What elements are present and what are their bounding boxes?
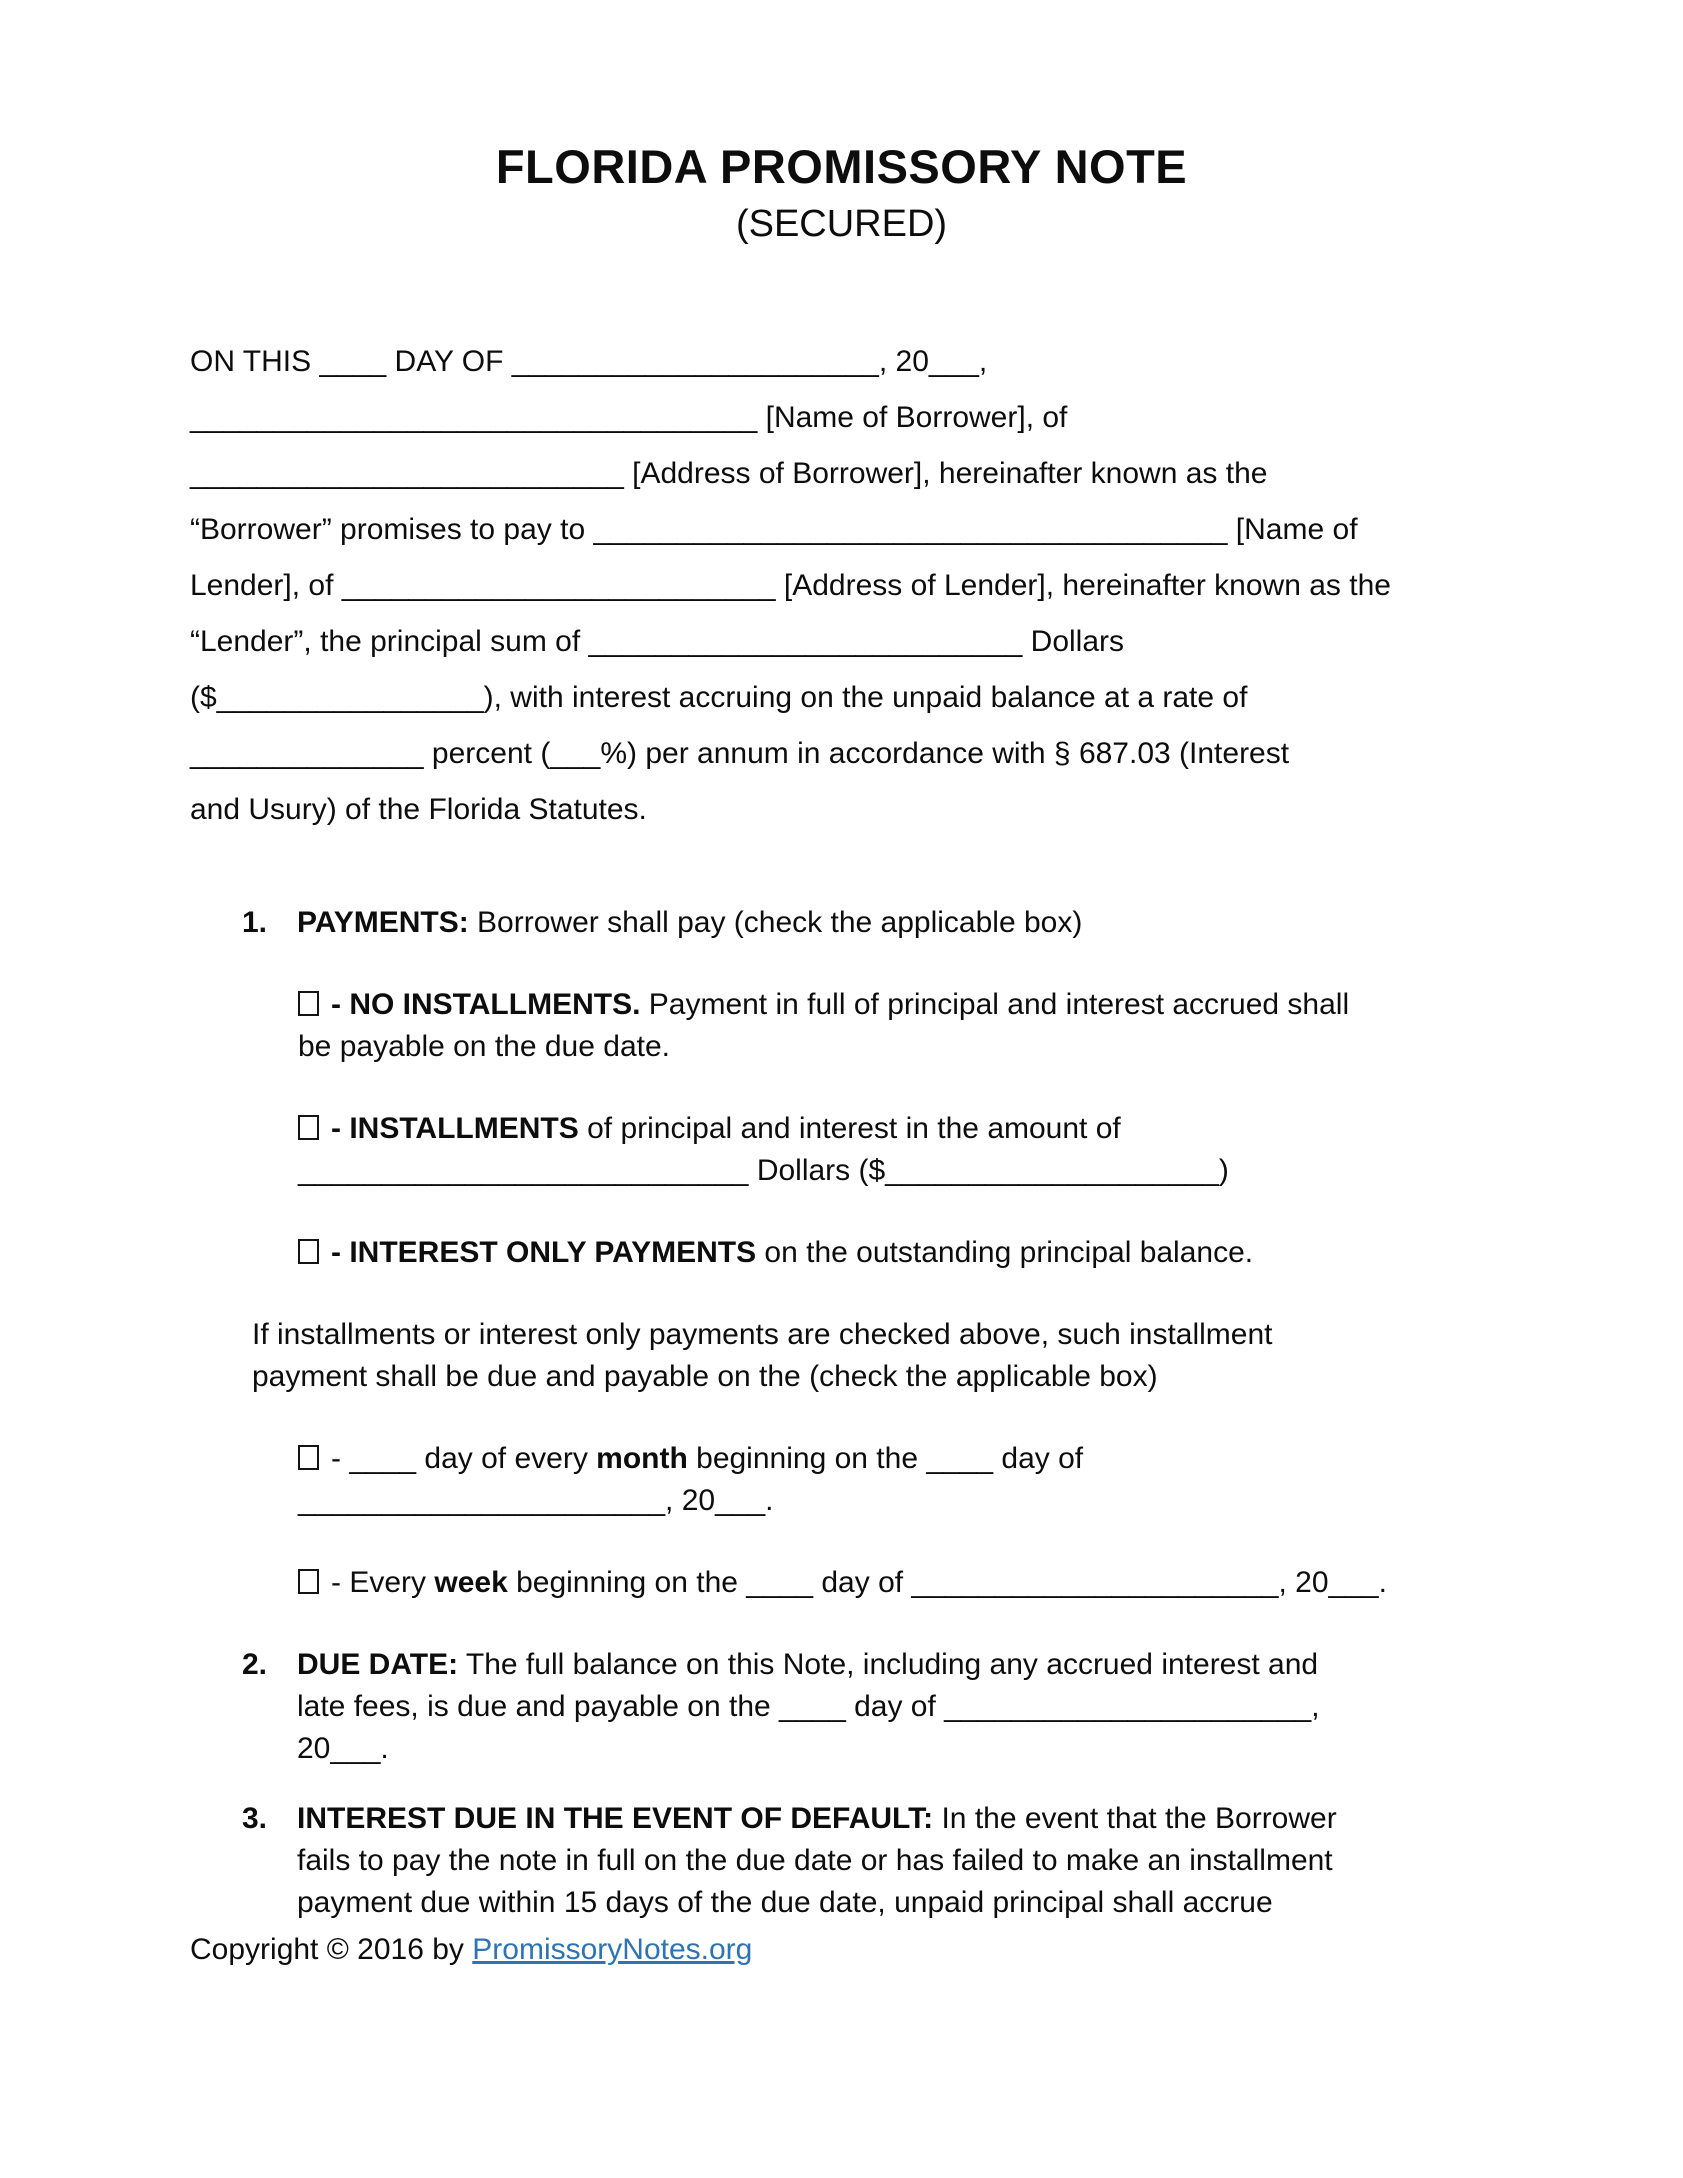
section-line <box>297 1798 1493 1840</box>
payment-option-interest-only <box>190 1232 1493 1274</box>
option-continuation: ___________________________ Dollars ($____________________) <box>298 1153 1229 1187</box>
option-line <box>298 1562 1493 1604</box>
section-due-date-label: DUE DATE: <box>297 1647 459 1681</box>
section-default-interest-label: INTEREST DUE IN THE EVENT OF DEFAULT: <box>297 1801 934 1835</box>
option-continuation: ______________________, 20___. <box>298 1483 774 1517</box>
intro-line: ON THIS ____ DAY OF ______________________, 20___, <box>190 344 988 378</box>
section-number: 3. <box>242 1801 268 1835</box>
option-text: on the outstanding principal balance. <box>756 1235 1254 1269</box>
intro-paragraph <box>190 334 1493 838</box>
intro-line: and Usury) of the Florida Statutes. <box>190 792 647 826</box>
payment-option-no-installments <box>190 984 1493 1068</box>
section-number: 1. <box>242 905 268 939</box>
note-line: If installments or interest only payments are checked above, such installment <box>252 1317 1273 1351</box>
week-checkbox[interactable] <box>298 1569 319 1594</box>
option-bold-word: month <box>596 1441 688 1475</box>
intro-line: “Borrower” promises to pay to ______________________________________ [Name of <box>190 512 1358 546</box>
section-payments-text: Borrower shall pay (check the applicable box) <box>468 905 1083 939</box>
section-text: In the event that the Borrower <box>933 1801 1337 1835</box>
section-default-interest <box>190 1798 1493 1924</box>
option-text: of principal and interest in the amount of <box>578 1111 1121 1145</box>
option-label: - NO INSTALLMENTS. <box>331 987 641 1021</box>
option-text: beginning on the ____ day of <box>687 1441 1084 1475</box>
section-line: 20___. <box>297 1731 389 1765</box>
section-payments-heading <box>190 902 1493 944</box>
section-text: The full balance on this Note, including any accrued interest and <box>458 1647 1319 1681</box>
option-line <box>298 1232 1493 1274</box>
copyright-footer <box>190 1930 752 1970</box>
section-line: fails to pay the note in full on the due date or has failed to make an installment <box>297 1843 1333 1877</box>
section-due-date <box>190 1644 1493 1770</box>
option-line <box>298 1108 1493 1150</box>
option-label: - INTEREST ONLY PAYMENTS <box>331 1235 757 1269</box>
interest-only-checkbox[interactable] <box>298 1239 319 1264</box>
installment-note <box>190 1314 1493 1398</box>
intro-line: __________________________ [Address of Borrower], hereinafter known as the <box>190 456 1268 490</box>
section-default-interest-body <box>297 1798 1493 1924</box>
section-line: payment due within 15 days of the due date, unpaid principal shall accrue <box>297 1885 1273 1919</box>
option-bold-word: week <box>434 1565 508 1599</box>
intro-line: ______________ percent (___%) per annum in accordance with § 687.03 (Interest <box>190 736 1290 770</box>
option-text: - ____ day of every <box>331 1441 597 1475</box>
copyright-text: Copyright © 2016 by <box>190 1933 473 1966</box>
intro-line: Lender], of __________________________ [Address of Lender], hereinafter known as the <box>190 568 1391 602</box>
section-due-date-body <box>297 1644 1493 1770</box>
option-line <box>298 1438 1493 1480</box>
section-payments-label: PAYMENTS: <box>297 905 469 939</box>
note-line: payment shall be due and payable on the (check the applicable box) <box>252 1359 1158 1393</box>
option-text: beginning on the ____ day of ______________________, 20___. <box>507 1565 1387 1599</box>
section-line: late fees, is due and payable on the ____ day of ______________________, <box>297 1689 1320 1723</box>
option-text: - Every <box>331 1565 435 1599</box>
intro-line: “Lender”, the principal sum of __________________________ Dollars <box>190 624 1125 658</box>
payment-option-installments <box>190 1108 1493 1192</box>
option-continuation: be payable on the due date. <box>298 1029 670 1063</box>
schedule-option-week <box>190 1562 1493 1604</box>
option-line <box>298 984 1493 1026</box>
option-label: - INSTALLMENTS <box>331 1111 579 1145</box>
intro-line: __________________________________ [Name of Borrower], of <box>190 400 1068 434</box>
no-installments-checkbox[interactable] <box>298 991 319 1016</box>
intro-line: ($________________), with interest accruing on the unpaid balance at a rate of <box>190 680 1248 714</box>
page-subtitle: (SECURED) <box>735 203 948 246</box>
section-payments-heading-line <box>297 902 1493 944</box>
promissorynotes-link[interactable]: PromissoryNotes.org <box>472 1933 753 1966</box>
option-text: Payment in full of principal and interest accrued shall <box>640 987 1350 1021</box>
section-number: 2. <box>242 1647 268 1681</box>
schedule-option-month <box>190 1438 1493 1522</box>
installments-checkbox[interactable] <box>298 1115 319 1140</box>
page-title: FLORIDA PROMISSORY NOTE <box>495 140 1188 193</box>
month-checkbox[interactable] <box>298 1445 319 1470</box>
section-line <box>297 1644 1493 1686</box>
